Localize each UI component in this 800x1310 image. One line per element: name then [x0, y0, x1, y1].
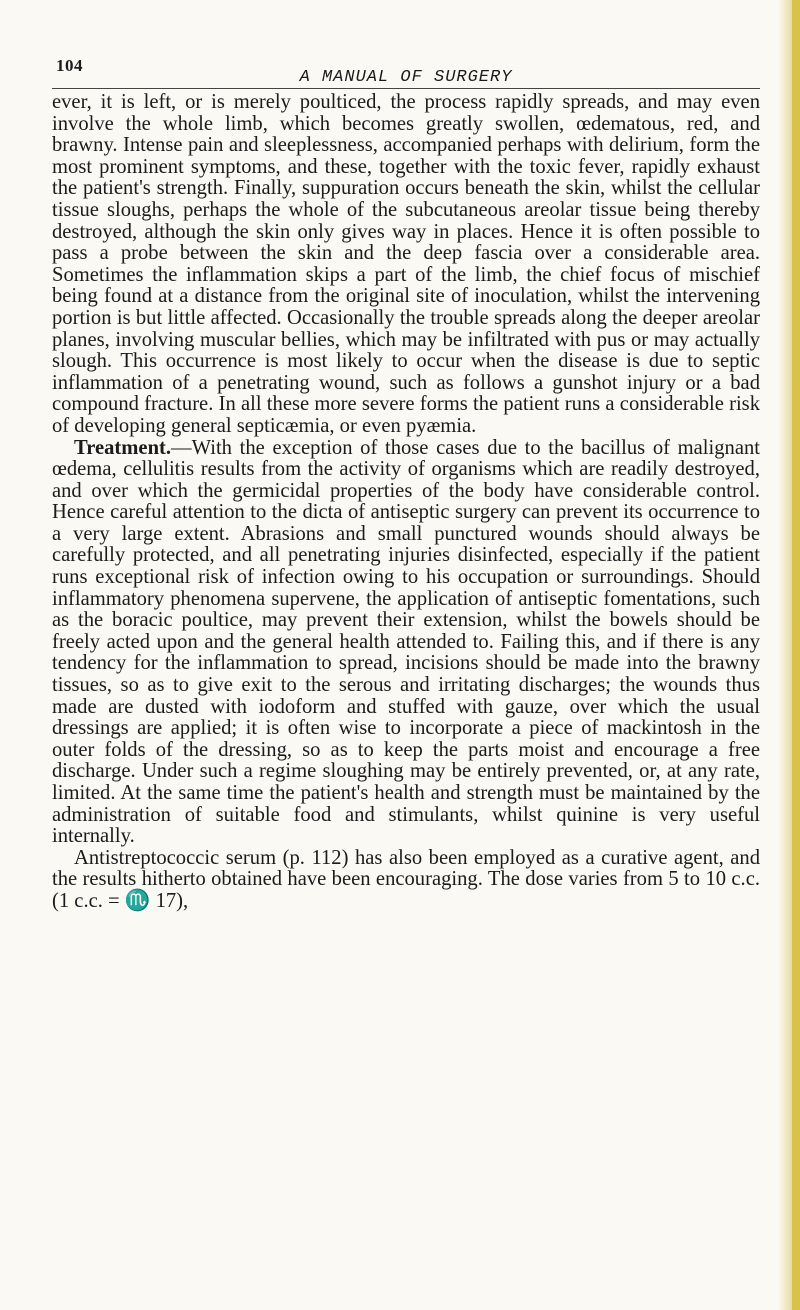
treatment-heading: Treatment.: [74, 436, 172, 459]
paragraph-antistreptococcic: Antistreptococcic serum (p. 112) has also been employed as a curative agent, and the results hitherto obtained have been encouraging. The dose varies from 5 to 10 c.c. (1 c.c. = ♏ 17),: [52, 846, 760, 912]
running-title: A MANUAL OF SURGERY: [299, 68, 513, 87]
body-text: [52, 92, 760, 913]
header-rule: [52, 88, 760, 89]
page-number: 104: [56, 56, 83, 75]
page-edge-strip: [792, 0, 800, 1310]
treatment-text: —With the exception of those cases due to the bacillus of malignant œdema, cellulitis results from the activity of organisms which are readily destroyed, and over which the germicidal properties of the body have considerable control. Hence careful attention to the dicta of antiseptic surgery can prevent its occurrence to a very large extent. Abrasions and small punctured wounds should always be carefully protected, and all penetrating injuries disinfected, especially if the patient runs exceptional risk of infection owing to his occupation or surroundings. Should inflammatory phenomena supervene, the application of antiseptic fomentations, such as the boracic poultice, may prevent their extension, whilst the bowels should be freely acted upon and the general health attended to. Failing this, and if there is any tendency for the inflammation to spread, incisions should be made into the brawny tissues, so as to give exit to the serous and irritating discharges; the wounds thus made are dusted with iodoform and stuffed with gauze, over which the usual dressings are applied; it is often wise to incorporate a piece of mackintosh in the outer folds of the dressing, so as to keep the parts moist and encourage a free discharge. Under such a regime sloughing may be entirely prevented, or, at any rate, limited. At the same time the patient's health and strength must be maintained by the administration of suitable food and stimulants, whilst quinine is very useful internally.: [52, 436, 760, 848]
paragraph-treatment: [52, 438, 760, 848]
running-head: [56, 56, 756, 87]
paragraph-continuation: ever, it is left, or is merely poulticed, the process rapidly spreads, and may even involve the whole limb, which becomes greatly swollen, œdematous, red, and brawny. Intense pain and sleeplessness, accompanied perhaps with delirium, form the most prominent symptoms, and these, together with the toxic fever, rapidly exhaust the patient's strength. Finally, suppuration occurs beneath the skin, whilst the cellular tissue sloughs, perhaps the whole of the subcutaneous areolar tissue being thereby destroyed, although the skin only gives way in places. Hence it is often possible to pass a probe between the skin and the deep fascia over a considerable area. Sometimes the inflammation skips a part of the limb, the chief focus of mischief being found at a distance from the original site of inoculation, whilst the intervening portion is but little affected. Occasionally the trouble spreads along the deeper areolar planes, involving muscular bellies, which may be infiltrated with pus or may actually slough. This occurrence is most likely to occur when the disease is due to septic inflammation of a penetrating wound, such as follows a gunshot injury or a bad compound fracture. In all these more severe forms the patient runs a considerable risk of developing general septicæmia, or even pyæmia.: [52, 91, 760, 437]
